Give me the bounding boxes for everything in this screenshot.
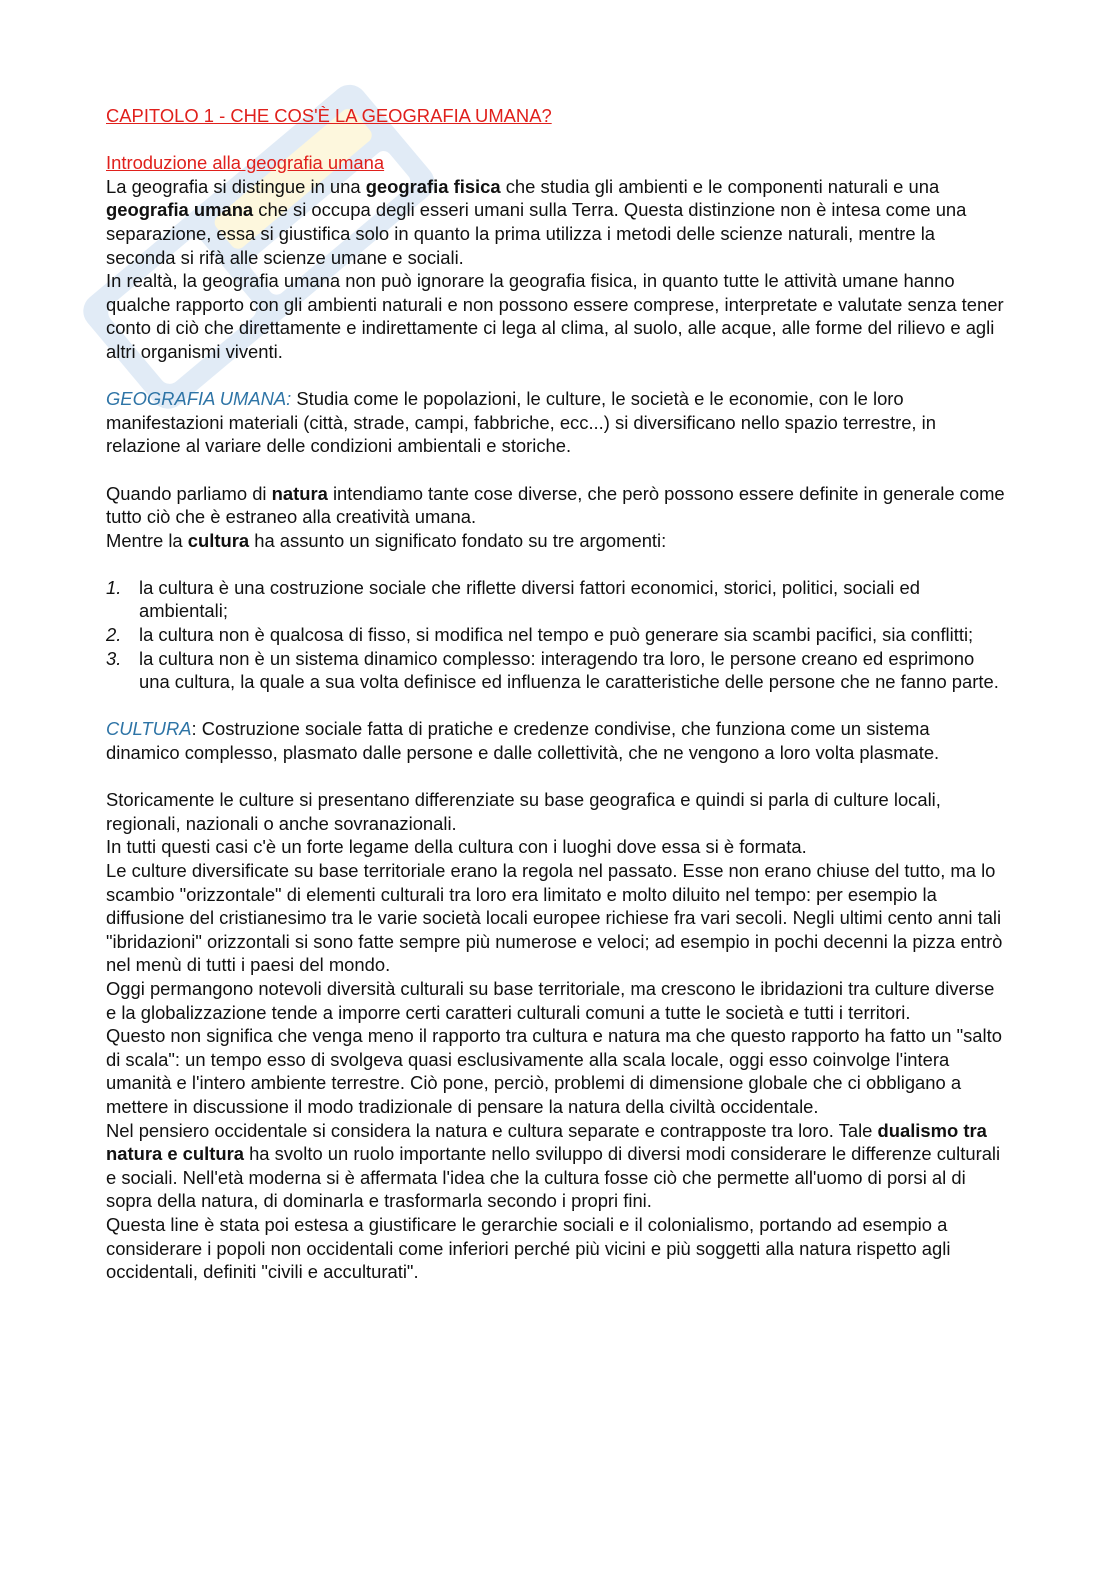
cultura-intro-paragraph: Mentre la cultura ha assunto un significato fondato su tre argomenti: xyxy=(106,529,667,551)
definition-geografia-umana: GEOGRAFIA UMANA: Studia come le popolazioni, le culture, le società e le economie, con le loro manifestazioni materiali (città, strade, campi, fabbriche, ecc...) si diversificano nello spazio terrestre, in relazione al variare delle condizioni ambientali e storiche. xyxy=(106,388,936,457)
body-paragraph-2: In tutti questi casi c'è un forte legame della cultura con i luoghi dove essa si è formata. xyxy=(106,836,807,858)
intro-paragraph-2: In realtà, la geografia umana non può ignorare la geografia fisica, in quanto tutte le attività umane hanno qualche rapporto con gli ambienti naturali e non possono essere comprese, interpretate e valutate senza tener conto di ciò che direttamente e indirettamente ci lega al clima, al suolo, alle acque, alle forme del rilievo e agli altri organismi viventi. xyxy=(106,270,1004,362)
document-page xyxy=(106,104,1006,1284)
body-paragraph-7: Questa line è stata poi estesa a giustificare le gerarchie sociali e il colonialismo, portando ad esempio a considerare i popoli non occidentali come inferiori perché più vicini e più soggetti alla natura rispetto agli occidentali, definiti "civili e acculturati". xyxy=(106,1213,951,1283)
list-item: 1. la cultura è una costruzione sociale che riflette diversi fattori economici, storici, politici, sociali ed ambientali; xyxy=(106,576,920,622)
definition-cultura: CULTURA: Costruzione sociale fatta di pratiche e credenze condivise, che funziona come un sistema dinamico complesso, plasmato dalle persone e dalle collettività, che ne vengono a loro volta plasmate. xyxy=(106,718,940,764)
list-item: 2. la cultura non è qualcosa di fisso, si modifica nel tempo e può generare sia scambi pacifici, sia conflitti; xyxy=(106,624,974,646)
definition-term: GEOGRAFIA UMANA: xyxy=(106,388,292,410)
body-paragraph-6: Nel pensiero occidentale si considera la natura e cultura separate e contrapposte tra loro. Tale dualismo tra natura e cultura ha svolto un ruolo importante nello sviluppo di diversi modi considerare le differenze culturali e sociali. Nell'età moderna si è affermata l'idea che la cultura fosse ciò che permette all'uomo di porsi al di sopra della natura, di dominarla e trasformarla secondo i propri fini. xyxy=(106,1119,1001,1212)
chapter-title: CAPITOLO 1 - CHE COS'È LA GEOGRAFIA UMANA? xyxy=(106,105,552,126)
list-item: 3. la cultura non è un sistema dinamico complesso: interagendo tra loro, le persone creano ed esprimono una cultura, la quale a sua volta definisce ed influenza le caratteristiche delle persone che ne fanno parte. xyxy=(106,647,999,693)
intro-paragraph-1: La geografia si distingue in una geografia fisica che studia gli ambienti e le componenti naturali e una geografia umana che si occupa degli esseri umani sulla Terra. Questa distinzione non è intesa come una separazione, essa si giustifica solo in quanto la prima utilizza i metodi delle scienze naturali, mentre la seconda si rifà alle scienze umane e sociali. xyxy=(106,175,967,268)
definition-term: CULTURA xyxy=(106,718,192,740)
body-paragraph-3: Le culture diversificate su base territoriale erano la regola nel passato. Esse non erano chiuse del tutto, ma lo scambio "orizzontale" di elementi culturali tra loro era limitato e molto diluito nel tempo: per esempio la diffusione del cristianesimo tra le varie società locali europee richiese fra vari secoli. Negli ultimi cento anni tali "ibridazioni" orizzontali si sono fatte sempre più numerose e veloci; ad esempio in pochi decenni la pizza entrò nel menù di tutti i paesi del mondo. xyxy=(106,860,1003,976)
body-paragraph-1: Storicamente le culture si presentano differenziate su base geografica e quindi si parla di culture locali, regionali, nazionali o anche sovranazionali. xyxy=(106,789,941,834)
section-heading: Introduzione alla geografia umana xyxy=(106,152,385,174)
natura-paragraph: Quando parliamo di natura intendiamo tante cose diverse, che però possono essere definite in generale come tutto ciò che è estraneo alla creatività umana. xyxy=(106,482,1005,528)
culture-points-list xyxy=(106,576,1006,694)
body-paragraph-4: Oggi permangono notevoli diversità culturali su base territoriale, ma crescono le ibridazioni tra culture diverse e la globalizzazione tende a imporre certi caratteri culturali comuni a tutte le società e tutti i territori. xyxy=(106,977,995,1023)
body-paragraph-5: Questo non significa che venga meno il rapporto tra cultura e natura ma che questo rapporto ha fatto un "salto di scala": un tempo esso di svolgeva quasi esclusivamente alla scala locale, oggi esso coinvolge l'intera umanità e l'intero ambiente terrestre. Ciò pone, perciò, problemi di dimensione globale che ci obbligano a mettere in discussione il modo tradizionale di pensare la natura della civiltà occidentale. xyxy=(106,1025,1002,1117)
